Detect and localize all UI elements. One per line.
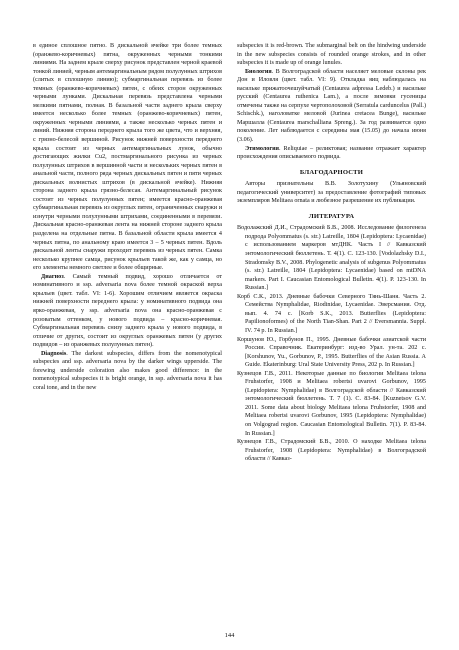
diagnosis-en-continuation: subspecies it is red-brown. The submarginal belt on the hindwing underside in the new subspecies consists of rounded orange strokes, and in other subspecies it is made up of orange lunules.: [237, 43, 426, 67]
biology-label: Биология: [245, 68, 272, 75]
diagnosis-ru-label: Диагноз: [41, 273, 64, 280]
reference-item: Корб С.К., 2013. Дневные бабочки Северного Тянь-Шаня. Часть 2. Семейства Nymphalidae, Riodinidae, Lycaenidae. Эверсмания. Отд. вып. 4. 74 с. [Korb S.K., 2013. Butterflies (Lepidoptera: Papilionoformes) of the North Tian-Shan. Part 2 // Eversmannia. Suppl. IV. 74 p. In Russian.]: [237, 293, 426, 334]
diagnosis-en-label: Diagnosis: [41, 350, 67, 357]
acknowledgements-heading: БЛАГОДАРНОСТИ: [299, 168, 364, 176]
diagnosis-ru-paragraph: [33, 273, 222, 350]
reference-item: Кузнецов Г.В., Страдомский Б.В., 2010. О находке Melitaea telona Fruhstorfer, 1908 (Lepidoptera: Nymphalidae) в Волгоградской области // Кавказ-: [237, 439, 426, 463]
biology-paragraph: [237, 68, 426, 145]
right-column: [237, 42, 426, 464]
etymology-text: . Reliquiae – реликтовая; название отражает характер происхождения описываемого подвида.: [237, 145, 426, 161]
page-number: 144: [224, 632, 235, 639]
diagnosis-en-paragraph: [33, 350, 222, 393]
reference-item: Водолажский Д.И., Страдомский Б.В., 2008. Исследование филогенеза подрода Polyommatus (s. str.) Latreille, 1804 (Lepidoptera: Lycaenidae) с использованием маркеров мтДНК. Часть I // Кавказский энтомологический бюллетень. Т. 4(1). С. 123-130. [Vodolazhsky D.I., Stradomsky B.V., 2008. Phylogenetic analysis of subgenus Polyommatus (s. str.) Latreille, 1804 (Lepidoptera: Lycaenidae) based on mtDNA markers. Part I. Caucasian Entomological Bulletin. 4(1). P. 123-130. In Russian.]: [237, 225, 426, 292]
reference-item: Кузнецов Г.В., 2011. Некоторые данные по биологии Melitaea telona Fruhstorfer, 1908 и Melitaea robertsi uvarovi Gorbunov, 1995 (Lepidoptera: Nymphalidae) в Волгоградской области // Кавказский энтомологический бюллетень. Т. 7 (1). С. 83-84. [Kuznetsov G.V. 2011. Some data about biology Melitaea telona Fruhstorfer, 1908 and Melitaea robertsi uvarovi Gorbunov, 1995 (Lepidoptera: Nymphalidae) on Volgograd region. Caucasian Entomological Bulletin. 7(1). P. 83-84. In Russian.]: [237, 370, 426, 437]
diagnosis-en-text: . The darkest subspecies, differs from the nomenotypical subspecies and ssp. adversaria nova by the darker wings upperside. The forewing underside coloration also makes good difference: in the nomenotypical subspecies it is bright orange, in ssp. adversaria nova it has coral tone, and in the new: [33, 350, 222, 391]
etymology-paragraph: [237, 145, 426, 162]
acknowledgements-paragraph: Авторы признательны В.В. Золотухину (Ульяновский педагогический университет) за предоставление фотографий типовых экземпляров Melitaea ornata и любезное разрешение их публикации.: [237, 181, 426, 205]
literature-heading: ЛИТЕРАТУРА: [308, 212, 355, 220]
reference-item: Коршунов Ю., Горбунов П., 1995. Дневные бабочки азиатской части России. Справочник. Екатеринбург: изд-во Урал. ун-та. 202 с. [Korshunov, Yu., Gorbunov, P., 1995. Butterflies of the Asian Russia. A Guide. Ekaterinburg: Ural State University Press, 202 p. In Russian.]: [237, 336, 426, 369]
etymology-label: Этимология: [245, 145, 279, 152]
description-paragraph: в единое сплошное пятно. В дискальной ячейке три более темных (оранжево-коричневых) пятна, окруженных черными тонкими линиями. На заднем крыле сверху рисунок представлен черной краевой тонкой линией, черным антемаргинальным рядом полулунных штрихов (слитых в сплошную линию); субмаргинальная перевязь из более темных (оранжево-коричневых) пятен, с обеих сторон окруженных черными лунками. Дискальная перевязь представлена черными мелкими пятнами, полная. В базальной части заднего крыла сверху имеется несколько более темных (оранжево-коричневых) пятен, окруженных черными линиями, а также несколько черных пятен и линий. Нижняя сторона переднего крыла того же цвета, что и верхняя, с грязно-белесой вершиной. Рисунок нижней поверхности переднего крыла состоит из черных антемаргинальных лунок, обычно достигающих жилки Cu2, постмаргинального рисунка из черных полулунных штрихов в вершинной части и нескольких черных пятен в анальной части, полного ряда черных дискальных пятен и пяти черных дискальных волнистых штрихов (в дискальной ячейке). Нижняя сторона заднего крыла грязно-белесая. Антемаргинальный рисунок состоит из черных полулунных пятен; имеется красно-оранжевая субмаргинальная перевязь из округлых пятен, ограниченных снаружи и изнутри черными полулунными штрихами, соединенными в перевязи. Дискальная красно-оранжевая лента на нижней стороне заднего крыла разделена на отдельные пятна. В базальной области крыла имеется 4 черных пятна, по анальному краю имеется 3 – 5 черных пятен. Вдоль дискальной ленты снаружи проходит перевязь из черных пятен. Самка несколько крупнее самца, рисунок крыльев такой же, как у самца, но его элементы немного светлее и более общирные.: [33, 43, 222, 272]
diagnosis-ru-text: . Самый темный подвид, хорошо отличается от номинативного и ssp. adversaria nova более темной окраской верха крыльев (цвет. табл. VI: 1-6). Хорошим отличием является окраска нижней поверхности переднего крыла: у номинативного подвида она ярко-оранжевая, у ssp. adversaria nova она красно-оранжевая с розоватым оттенком, у нового подвида – красно-коричневая. Субмаргинальная перевязь снизу заднего крыла у нового подвида, в отличие от других, состоит из округлых оранжевых пятен (у других подвидов – из оранжевых полулунных пятен).: [33, 273, 222, 349]
left-column: [33, 42, 222, 392]
biology-text: . В Волгоградской области населяет меловые склоны рек Дон и Иловля (цвет. табл. VI: 9). Откладка яиц наблюдалась на васильке прижатоочешуйчатый (Centaurea adpressa Ledeb.) и васильке русский (Centaurea ruthenica Lam.), а после зимовки гусеницы отмечены также на серпухе чертополоховой (Serratula carduncelus (Pall.) Schischk.), наголоватке меловой (Jurinea cretacea Bunge), васильке Маршалла (Centaurea marschalliana Spreng.). За год развивается одно поколение. Лет наблюдается с середины мая (15.05) до начала июня (3.06).: [237, 68, 426, 144]
